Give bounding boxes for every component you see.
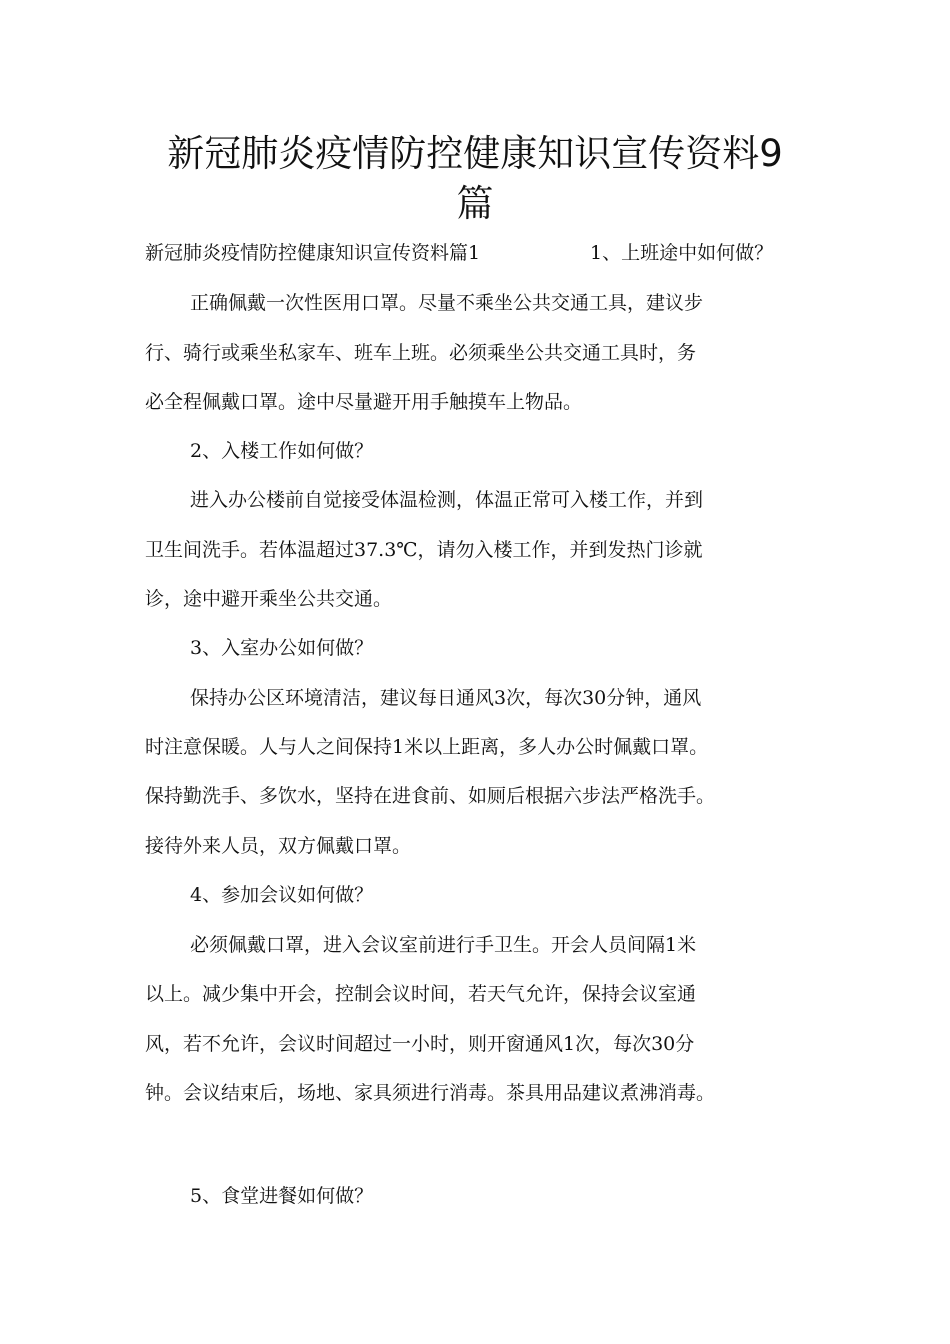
section-heading-3: 3、入室办公如何做？ xyxy=(190,637,374,659)
paragraph-2-line-3: 诊，途中避开乘坐公共交通。 xyxy=(145,588,393,610)
paragraph-1-line-2: 行、骑行或乘坐私家车、班车上班。必须乘坐公共交通工具时，务 xyxy=(145,342,697,364)
section-heading-5: 5、食堂进餐如何做？ xyxy=(190,1185,374,1207)
document-title-line-2: 篇 xyxy=(456,182,494,225)
section-heading-1: 1、上班途中如何做？ xyxy=(590,242,774,264)
paragraph-3-line-2: 时注意保暖。人与人之间保持1米以上距离，多人办公时佩戴口罩。 xyxy=(145,736,709,758)
paragraph-3-line-3: 保持勤洗手、多饮水，坚持在进食前、如厕后根据六步法严格洗手。 xyxy=(145,785,716,807)
paragraph-1-line-3: 必全程佩戴口罩。途中尽量避开用手触摸车上物品。 xyxy=(145,391,583,413)
section-heading-4: 4、参加会议如何做？ xyxy=(190,884,374,906)
paragraph-4-line-1: 必须佩戴口罩，进入会议室前进行手卫生。开会人员间隔1米 xyxy=(190,934,697,956)
paragraph-2-line-1: 进入办公楼前自觉接受体温检测，体温正常可入楼工作，并到 xyxy=(190,489,704,511)
document-title-line-1: 新冠肺炎疫情防控健康知识宣传资料9 xyxy=(167,132,783,175)
section-heading-2: 2、入楼工作如何做？ xyxy=(190,440,374,462)
paragraph-4-line-3: 风，若不允许，会议时间超过一小时，则开窗通风1次，每次30分 xyxy=(145,1033,695,1055)
paragraph-4-line-2: 以上。减少集中开会，控制会议时间，若天气允许，保持会议室通 xyxy=(145,983,697,1005)
paragraph-1-line-1: 正确佩戴一次性医用口罩。尽量不乘坐公共交通工具，建议步 xyxy=(190,292,704,314)
paragraph-3-line-1: 保持办公区环境清洁，建议每日通风3次，每次30分钟，通风 xyxy=(190,687,702,709)
paragraph-3-line-4: 接待外来人员，双方佩戴口罩。 xyxy=(145,835,412,857)
document-subtitle: 新冠肺炎疫情防控健康知识宣传资料篇1 xyxy=(145,242,481,264)
paragraph-4-line-4: 钟。会议结束后，场地、家具须进行消毒。茶具用品建议煮沸消毒。 xyxy=(145,1082,716,1104)
paragraph-2-line-2: 卫生间洗手。若体温超过37.3℃，请勿入楼工作，并到发热门诊就 xyxy=(145,539,703,561)
